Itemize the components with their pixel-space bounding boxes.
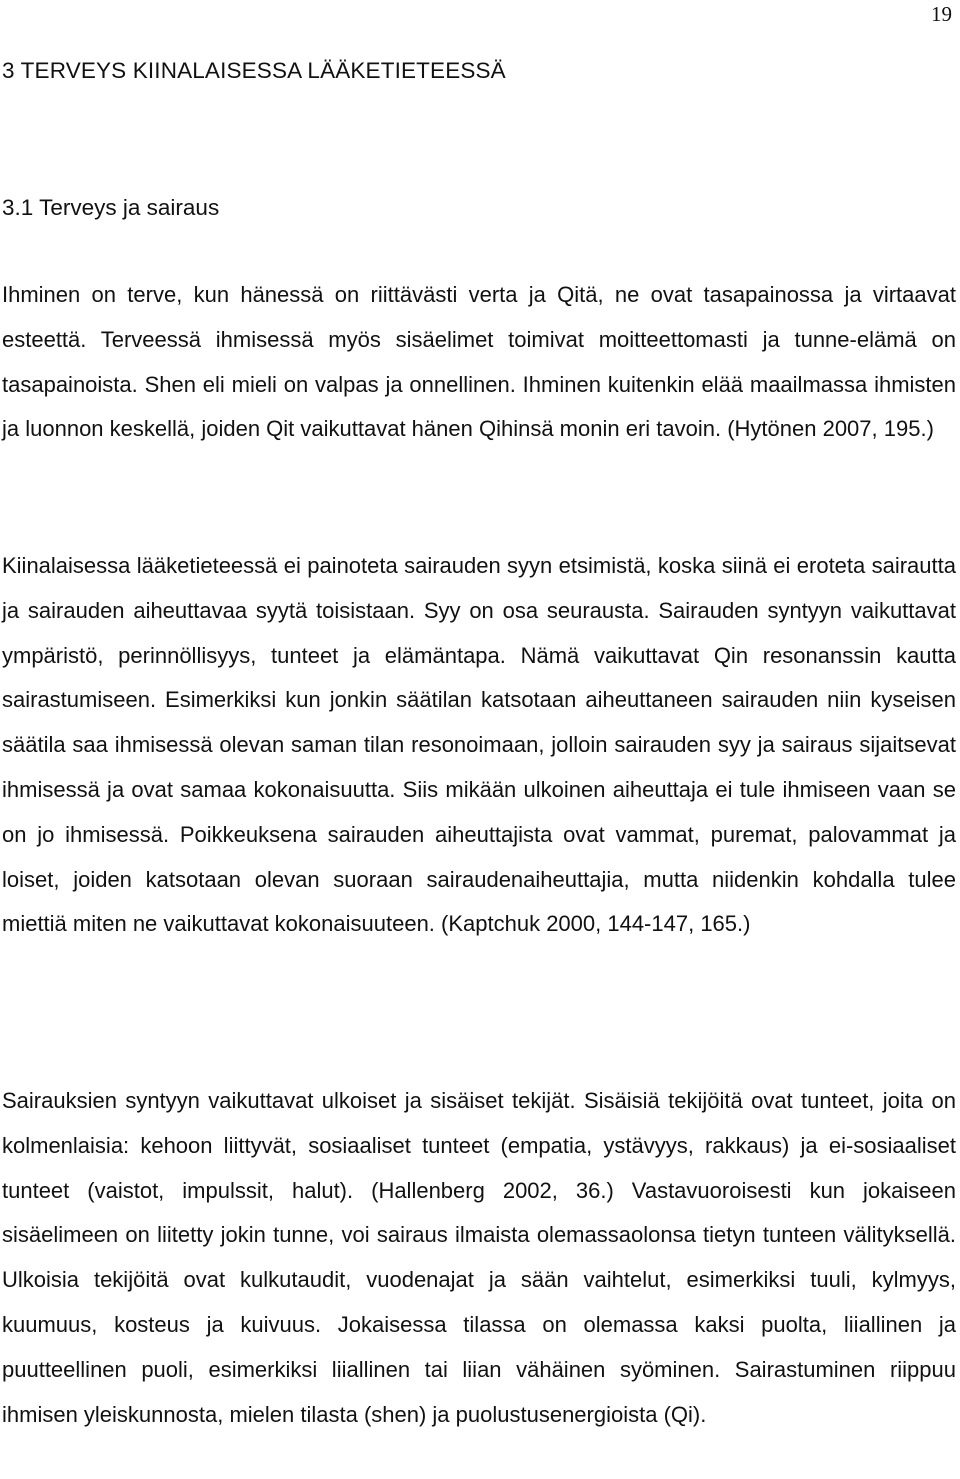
paragraph-internal-external-factors: Sairauksien syntyyn vaikuttavat ulkoiset ja sisäiset tekijät. Sisäisiä tekijöitä ovat tunteet, joita on kolmenlaisia: kehoon liittyvät, sosiaaliset tunteet (empatia, ystävyys, rakkaus) ja ei-sosiaaliset tunteet (vaistot, impulssit, halut). (Hallenberg 2002, 36.) Vastavuoroisesti kun jokaiseen sisäelimeen on liitetty jokin tunne, voi sairaus ilmaista olemassaolonsa tietyn tunteen välityksellä. Ulkoisia tekijöitä ovat kulkutaudit, vuodenajat ja sään vaihtelut, esimerkiksi tuuli, kylmyys, kuumuus, kosteus ja kuivuus. Jokaisessa tilassa on olemassa kaksi puolta, liiallinen ja puutteellinen puoli, esimerkiksi liiallinen tai liian vähäinen syöminen. Sairastuminen riippuu ihmisen yleiskunnosta, mielen tilasta (shen) ja puolustusenergioista (Qi). — [2, 1088, 956, 1427]
section-heading: 3.1 Terveys ja sairaus — [2, 195, 220, 220]
page-number: 19 — [931, 2, 952, 26]
paragraph-health-definition: Ihminen on terve, kun hänessä on riittävästi verta ja Qitä, ne ovat tasapainossa ja virtaavat esteettä. Terveessä ihmisessä myös sisäelimet toimivat moitteettomasti ja tunne-elämä on tasapainoista. Shen eli mieli on valpas ja onnellinen. Ihminen kuitenkin elää maailmassa ihmisten ja luonnon keskellä, joiden Qit vaikuttavat hänen Qihinsä monin eri tavoin. (Hytönen 2007, 195.) — [2, 282, 956, 442]
chapter-heading: 3 TERVEYS KIINALAISESSA LÄÄKETIETEESSÄ — [2, 58, 506, 83]
paragraph-disease-causes: Kiinalaisessa lääketieteessä ei painoteta sairauden syyn etsimistä, koska siinä ei eroteta sairautta ja sairauden aiheuttavaa syytä toisistaan. Syy on osa seurausta. Sairauden syntyyn vaikuttavat ympäristö, perinnöllisyys, tunteet ja elämäntapa. Nämä vaikuttavat Qin resonanssin kautta sairastumiseen. Esimerkiksi kun jonkin säätilan katsotaan aiheuttaneen sairauden niin kyseisen säätila saa ihmisessä olevan saman tilan resonoimaan, jolloin sairauden syy ja sairaus sijaitsevat ihmisessä ja ovat samaa kokonaisuutta. Siis mikään ulkoinen aiheuttaja ei tule ihmiseen vaan se on jo ihmisessä. Poikkeuksena sairauden aiheuttajista ovat vammat, puremat, palovammat ja loiset, joiden katsotaan olevan suoraan sairaudenaiheuttajia, mutta niidenkin kohdalla tulee miettiä miten ne vaikuttavat kokonaisuuteen. (Kaptchuk 2000, 144-147, 165.) — [2, 553, 956, 937]
